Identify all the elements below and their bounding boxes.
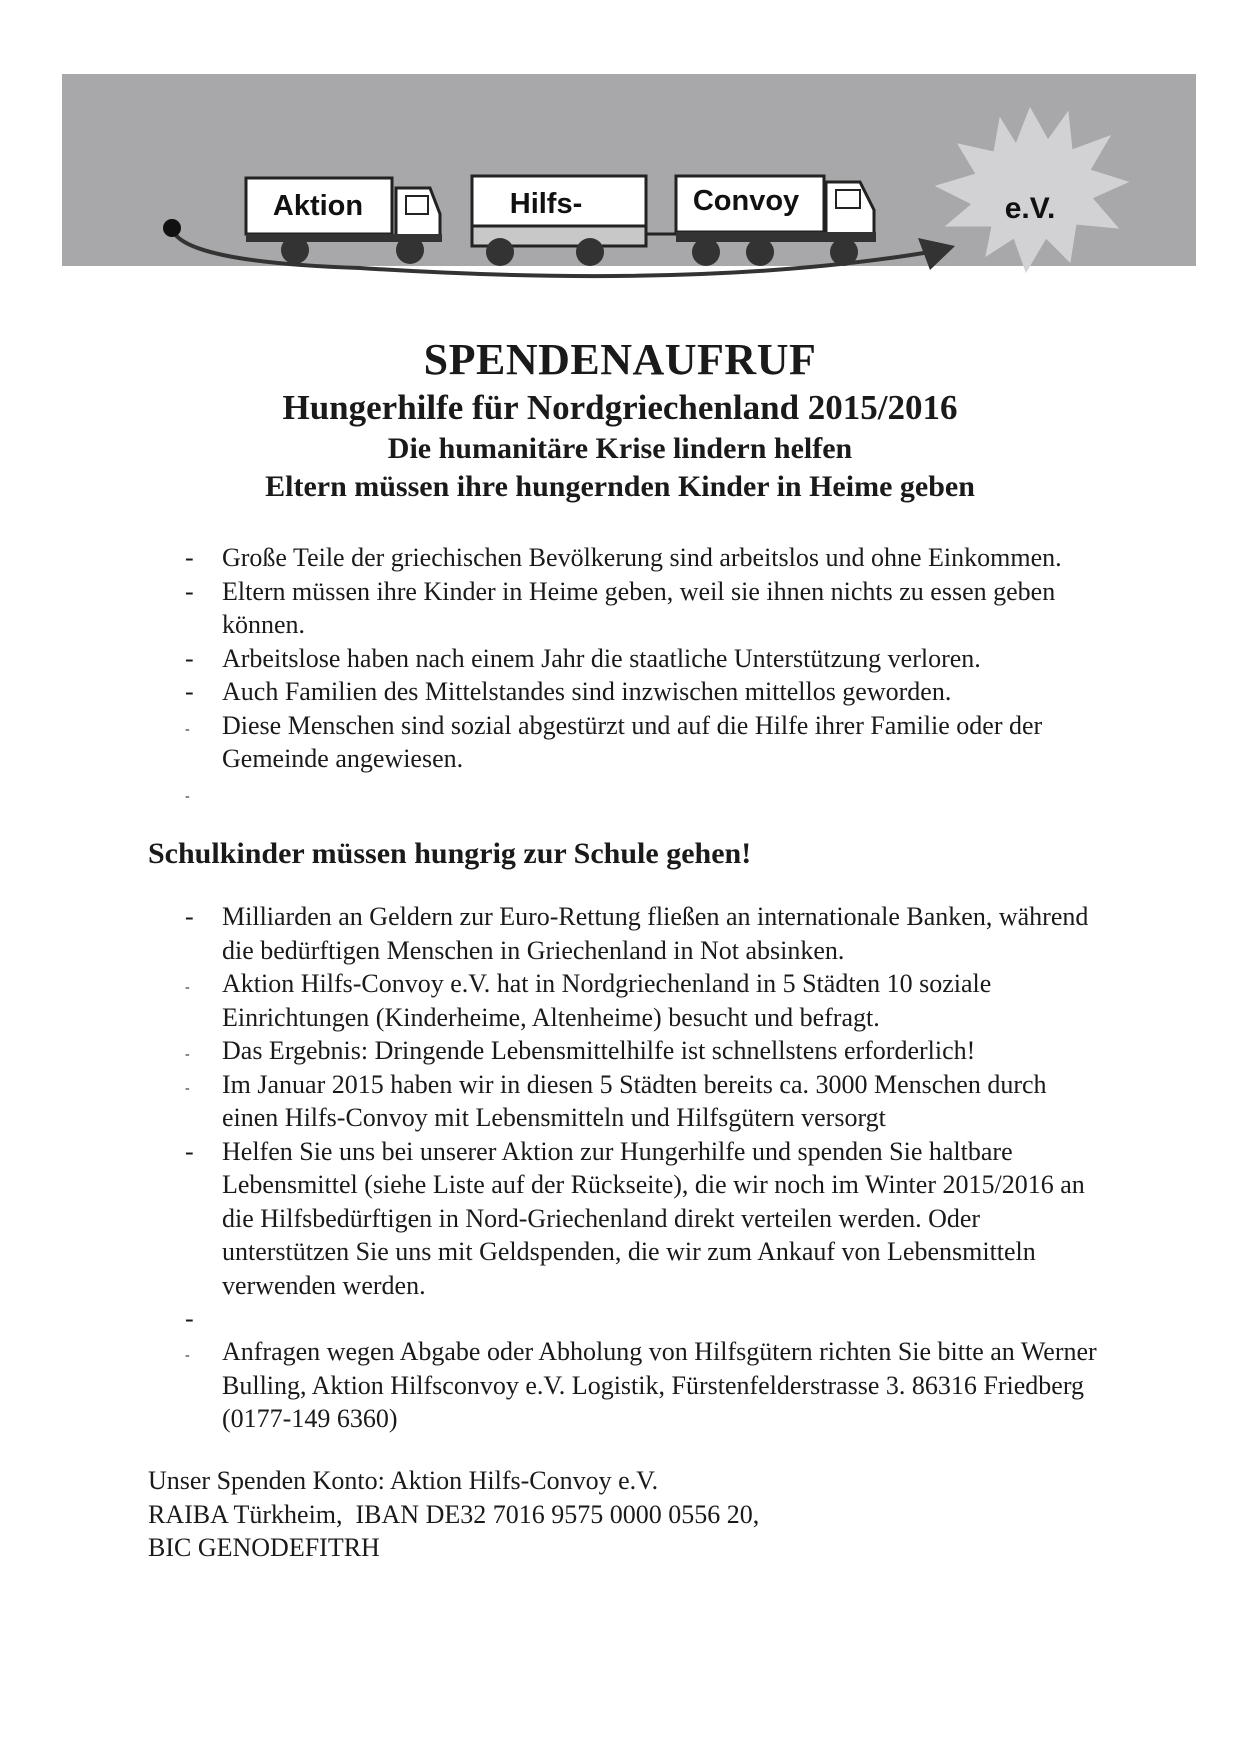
list-item-text: Milliarden an Geldern zur Euro-Rettung fließen an internationale Banken, während die bedürftigen Menschen in Griechenland in Not absinken. xyxy=(222,902,1089,965)
list-dash: - xyxy=(185,721,190,737)
list-dash: - xyxy=(185,1136,194,1166)
account-line-iban: RAIBA Türkheim, IBAN DE32 7016 9575 0000 0556 20, xyxy=(148,1499,760,1529)
list-item-text: Helfen Sie uns bei unserer Aktion zur Hungerhilfe und spenden Sie haltbare Lebensmittel (siehe Liste auf der Rückseite), die wir noch im Winter 2015/2016 an die Hilfsbedürftigen in Nord-Griechenland direkt verteilen werden. Oder unterstützen Sie uns mit Geldspenden, die wir zum Ankauf von Lebensmitteln verwenden werden. xyxy=(222,1136,1085,1300)
list-item-text: Auch Familien des Mittelstandes sind inzwischen mittellos geworden. xyxy=(222,677,952,706)
list-item xyxy=(0,1068,1102,1135)
list-item xyxy=(0,1302,1102,1335)
list-item-text: Aktion Hilfs-Convoy e.V. hat in Nordgriechenland in 5 Städten 10 soziale Einrichtungen (Kinderheime, Altenheime) besucht und befragt. xyxy=(222,969,992,1032)
list-item-text: Eltern müssen ihre Kinder in Heime geben, weil sie ihnen nichts zu essen geben können. xyxy=(222,576,1056,639)
account-line-holder: Unser Spenden Konto: Aktion Hilfs-Convoy e.V. xyxy=(148,1466,659,1495)
list-dash: - xyxy=(185,543,194,572)
list-item-text: Im Januar 2015 haben wir in diesen 5 Städten bereits ca. 3000 Menschen durch einen Hilfs-Convoy mit Lebensmitteln und Hilfsgütern versorgt xyxy=(222,1069,1047,1132)
list-item-text: Anfragen wegen Abgabe oder Abholung von Hilfsgütern richten Sie bitte an Werner Bulling, Aktion Hilfsconvoy e.V. Logistik, Fürstenfelderstrasse 3. 86316 Friedberg (0177-149 6360) xyxy=(222,1337,1097,1433)
list-dash: - xyxy=(185,643,194,673)
donation-account xyxy=(148,1464,759,1565)
list-dash: - xyxy=(185,1304,194,1333)
list-item-text: Arbeitslose haben nach einem Jahr die staatliche Unterstützung verloren. xyxy=(222,643,981,673)
list-item-text: Das Ergebnis: Dringende Lebensmittelhilfe ist schnellstens erforderlich! xyxy=(222,1036,976,1065)
list-dash: - xyxy=(185,902,194,931)
list-dash: - xyxy=(185,1047,190,1062)
list-item xyxy=(0,709,1102,776)
situation-list xyxy=(0,541,1102,804)
ev-badge-label: e.V. xyxy=(1004,192,1056,225)
truck-aktion-label: Aktion xyxy=(272,190,364,222)
list-item xyxy=(0,1135,1102,1303)
headline-crisis: Die humanitäre Krise lindern helfen xyxy=(387,432,853,465)
list-item xyxy=(0,967,1102,1034)
list-dash: - xyxy=(185,1080,190,1096)
page-subtitle: Hungerhilfe für Nordgriechenland 2015/2016 xyxy=(282,388,958,427)
list-dash: - xyxy=(185,788,190,804)
list-dash: - xyxy=(185,980,190,995)
list-item xyxy=(0,1034,1102,1068)
trailer-hilfs-label: Hilfs- xyxy=(509,188,583,220)
list-item xyxy=(0,541,1102,575)
list-item xyxy=(0,1335,1102,1436)
list-item xyxy=(0,642,1102,676)
headline-children: Eltern müssen ihre hungernden Kinder in Heime geben xyxy=(265,470,975,503)
arrow-start-dot xyxy=(163,219,181,237)
list-item xyxy=(0,675,1102,709)
section-heading-schoolchildren: Schulkinder müssen hungrig zur Schule gehen! xyxy=(148,837,752,870)
list-item xyxy=(0,776,1102,804)
aid-list xyxy=(0,900,1102,1436)
list-dash: - xyxy=(185,1348,190,1363)
list-item xyxy=(0,900,1102,967)
list-item xyxy=(0,575,1102,642)
truck-convoy-label: Convoy xyxy=(692,185,800,217)
page-title: SPENDENAUFRUF xyxy=(423,335,817,384)
list-dash: - xyxy=(185,677,194,706)
list-dash: - xyxy=(185,576,194,606)
list-item-text: Große Teile der griechischen Bevölkerung sind arbeitslos und ohne Einkommen. xyxy=(222,543,1062,572)
list-item-text: Diese Menschen sind sozial abgestürzt und auf die Hilfe ihrer Familie oder der Gemeinde angewiesen. xyxy=(222,710,1043,773)
account-line-bic: BIC GENODEFITRH xyxy=(148,1533,380,1562)
convoy-logo xyxy=(0,0,1240,320)
